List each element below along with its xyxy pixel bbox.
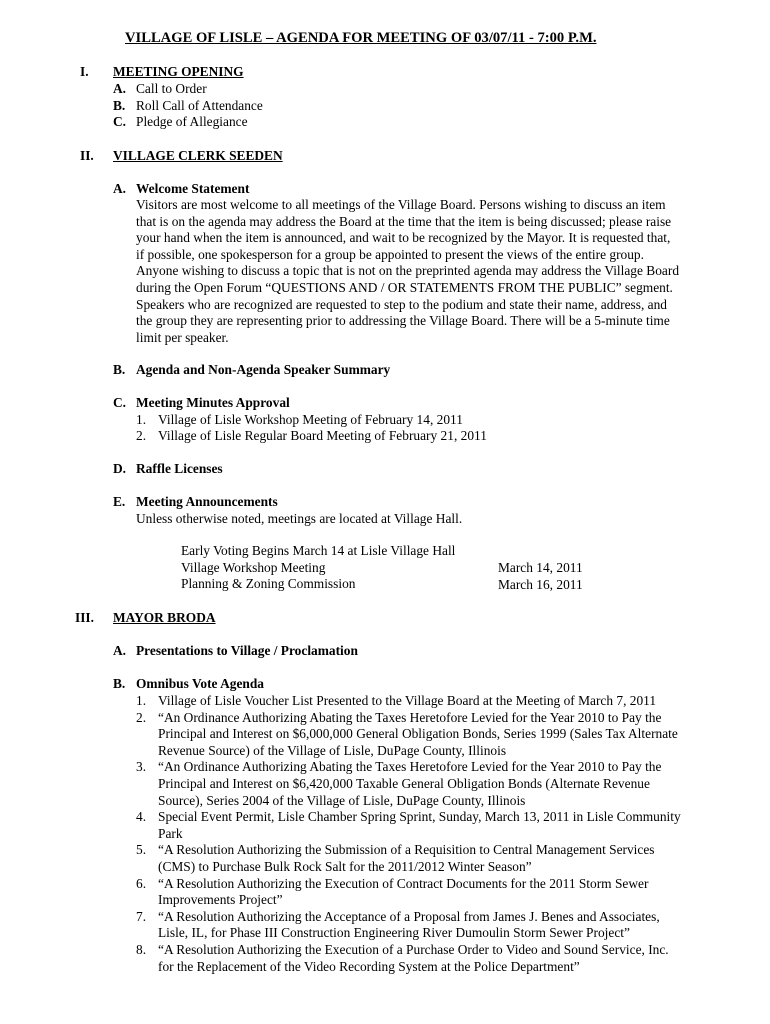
list-item: 1. Village of Lisle Voucher List Presented to the Village Board at the Meeting of March 7, 2011 [136, 693, 657, 708]
event-date: March 14, 2011 [498, 560, 583, 575]
list-item: 2. “An Ordinance Authorizing Abating the Taxes Heretofore Levied for the Year 2010 to Pay the Principal and Interest on $6,000,000 General Obligation Bonds, Series 1999 (Sales Tax Alternate Revenue Source) of the Village of Lisle, DuPage County, Illinois [136, 709, 678, 758]
section-numeral: I. [80, 64, 89, 79]
meeting-opening-list [113, 81, 263, 131]
list-item: 7. “A Resolution Authorizing the Acceptance of a Proposal from James J. Benes and Associates, Lisle, IL, for Phase III Construction Engineering River Dumoulin Storm Sewer Project” [136, 908, 660, 941]
event-name: Early Voting Begins March 14 at Lisle Village Hall [181, 543, 456, 558]
section-heading-village-clerk: VILLAGE CLERK SEEDEN [113, 148, 283, 163]
event-date: March 16, 2011 [498, 577, 583, 592]
raffle-licenses-heading: D. Raffle Licenses [113, 461, 223, 476]
page-title: VILLAGE OF LISLE – AGENDA FOR MEETING OF 03/07/11 - 7:00 P.M. [125, 30, 597, 46]
event-name: Village Workshop Meeting [181, 559, 326, 575]
presentations-heading: A. Presentations to Village / Proclamation [113, 643, 358, 658]
list-item: 6. “A Resolution Authorizing the Execution of Contract Documents for the 2011 Storm Sewer Improvements Project” [136, 875, 649, 908]
list-item: 3. “An Ordinance Authorizing Abating the Taxes Heretofore Levied for the Year 2010 to Pay the Principal and Interest on $6,420,000 Taxable General Obligation Bonds (Alternate Revenue Source), Series 2004 of the Village of Lisle, DuPage County, Illinois [136, 759, 662, 808]
announcement-events [181, 543, 455, 593]
minutes-approval: C. Meeting Minutes Approval 1. Village of Lisle Workshop Meeting of February 14, 2011 2. Village of Lisle Regular Board Meeting of February 21, 2011 [113, 395, 487, 444]
omnibus-vote-agenda: B. Omnibus Vote Agenda [113, 676, 264, 691]
section-heading-mayor: MAYOR BRODA [113, 610, 216, 625]
section-numeral: III. [75, 610, 94, 625]
event-name: Planning & Zoning Commission [181, 576, 356, 592]
list-item: 1. Village of Lisle Workshop Meeting of February 14, 2011 [136, 411, 463, 427]
welcome-statement-heading: A. Welcome Statement [113, 181, 250, 196]
list-item: 2. Village of Lisle Regular Board Meeting of February 21, 2011 [136, 428, 487, 444]
list-item: C. Pledge of Allegiance [113, 114, 248, 130]
list-item: 5. “A Resolution Authorizing the Submission of a Requisition to Central Management Services (CMS) to Purchase Bulk Rock Salt for the 2011/2012 Winter Season” [136, 842, 655, 874]
welcome-statement-text: Visitors are most welcome to all meetings of the Village Board. Persons wishing to discuss an item that is on the agenda may address the Board at the time that the item is being discussed; please raise your hand when the item is announced, and wait to be recognized by the Mayor. It is requested that, if possible, one spokesperson for a group be appointed to present the views of the entire group. Anyone wishing to discuss a topic that is not on the preprinted agenda may address the Village Board during the Open Forum “QUESTIONS AND / OR STATEMENTS FROM THE PUBLIC” segment. Speakers who are recognized are requested to step to the podium and state their name, address, and the group they are representing prior to addressing the Village Board. There will be a 5-minute time limit per speaker. [136, 197, 680, 345]
list-item: A. Call to Order [113, 81, 207, 96]
list-item: 4. Special Event Permit, Lisle Chamber Spring Sprint, Sunday, March 13, 2011 in Lisle Community Park [136, 809, 681, 841]
list-item: B. Roll Call of Attendance [113, 97, 263, 113]
section-heading-meeting-opening: MEETING OPENING [113, 64, 244, 79]
section-numeral: II. [80, 148, 94, 163]
speaker-summary-heading: B. Agenda and Non-Agenda Speaker Summary [113, 362, 391, 377]
omnibus-items [136, 693, 681, 975]
meeting-announcements: E. Meeting Announcements Unless otherwise noted, meetings are located at Village Hall. [113, 494, 463, 526]
list-item: 8. “A Resolution Authorizing the Execution of a Purchase Order to Video and Sound Service, Inc. for the Replacement of the Video Recording System at the Police Department” [136, 941, 669, 974]
